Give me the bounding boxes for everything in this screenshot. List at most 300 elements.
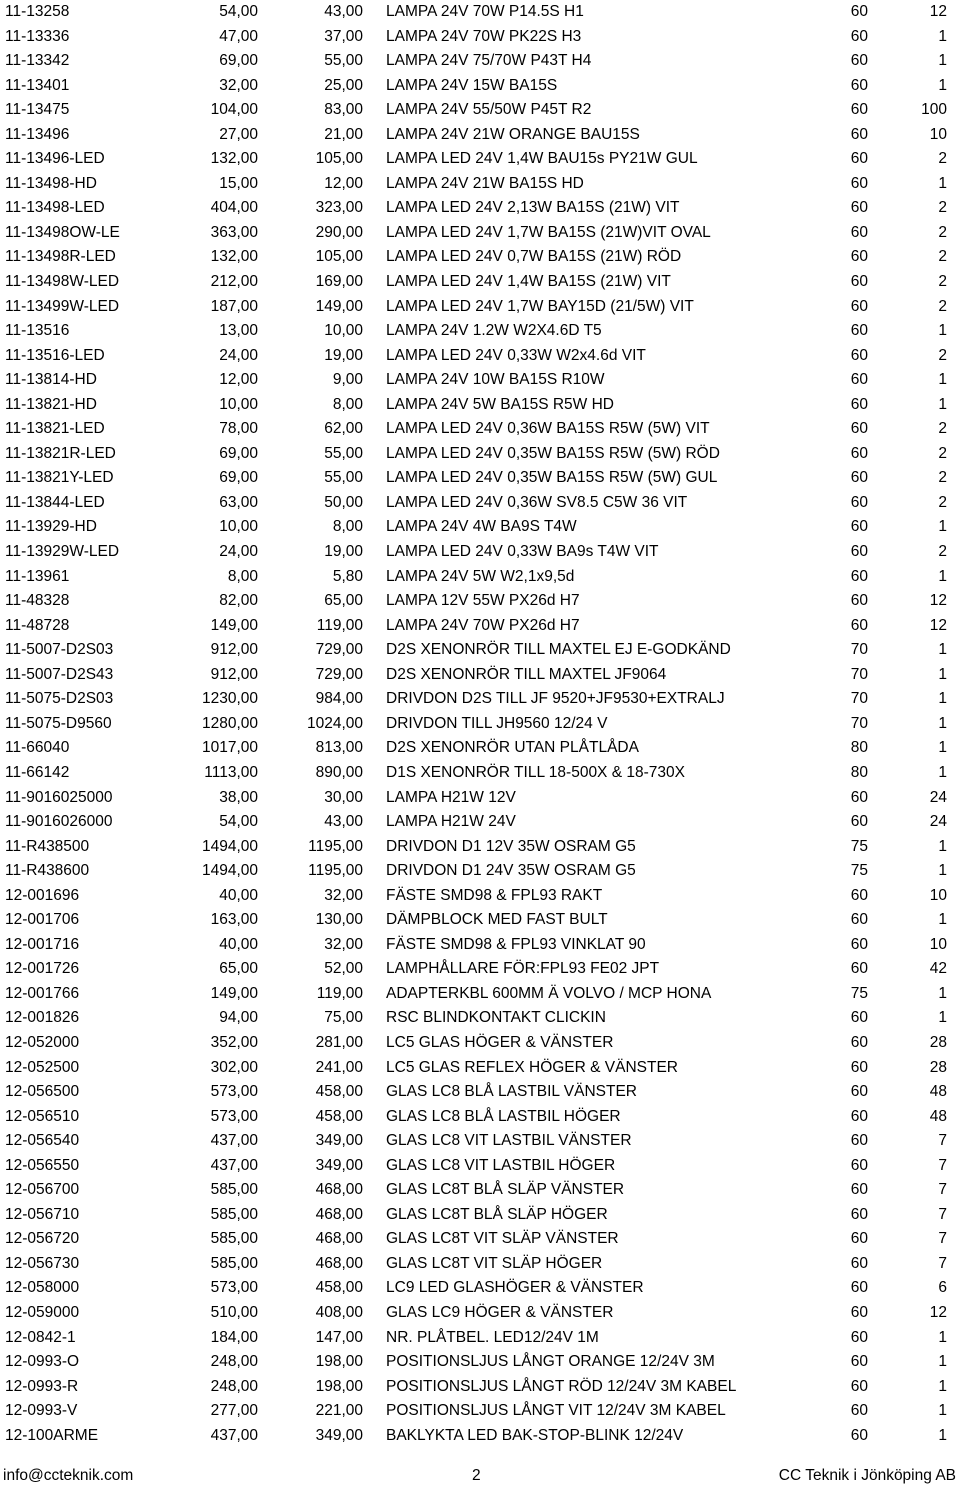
quantity-1: 70 — [850, 690, 868, 708]
article-number: 11-9016026000 — [5, 813, 113, 831]
description: LAMPHÅLLARE FÖR:FPL93 FE02 JPT — [386, 960, 660, 978]
price-2: 468,00 — [315, 1205, 363, 1223]
table-row — [0, 515, 960, 540]
table-row — [0, 1301, 960, 1326]
article-number: 11-13929W-LED — [5, 543, 120, 561]
table-row — [0, 859, 960, 884]
price-2: 323,00 — [315, 199, 363, 217]
description: LAMPA 24V 15W BA15S — [386, 76, 558, 94]
price-2: 119,00 — [316, 984, 363, 1002]
quantity-2: 7 — [938, 1230, 947, 1248]
table-row — [0, 1252, 960, 1277]
table-row — [0, 565, 960, 590]
quantity-2: 1 — [938, 665, 947, 683]
article-number: 11-13258 — [5, 3, 70, 20]
price-1: 132,00 — [210, 150, 258, 168]
table-row — [0, 49, 960, 74]
description: LAMPA LED 24V 1,7W BAY15D (21/5W) VIT — [386, 297, 694, 315]
quantity-1: 60 — [850, 788, 868, 806]
quantity-1: 60 — [850, 101, 868, 119]
description: LAMPA 24V 55/50W P45T R2 — [386, 101, 592, 119]
price-1: 69,00 — [219, 469, 258, 487]
price-1: 94,00 — [219, 1009, 258, 1027]
price-2: 149,00 — [315, 297, 363, 315]
price-1: 1230,00 — [201, 690, 258, 708]
description: LAMPA LED 24V 0,35W BA15S R5W (5W) RÖD — [386, 444, 720, 462]
article-number: 11-5075-D2S03 — [5, 690, 114, 708]
quantity-1: 60 — [850, 1328, 868, 1346]
quantity-1: 75 — [850, 984, 868, 1002]
description: LAMPA 24V 21W BA15S HD — [386, 174, 584, 192]
price-1: 65,00 — [219, 960, 258, 978]
price-2: 65,00 — [324, 592, 363, 610]
table-row — [0, 1031, 960, 1056]
article-number: 11-13821R-LED — [5, 444, 116, 462]
article-number: 12-001726 — [5, 960, 80, 978]
table-row — [0, 393, 960, 418]
table-row — [0, 491, 960, 516]
quantity-2: 2 — [938, 150, 947, 168]
quantity-1: 60 — [850, 1107, 868, 1125]
price-2: 198,00 — [315, 1353, 363, 1371]
price-1: 163,00 — [210, 911, 258, 929]
description: LAMPA 24V 4W BA9S T4W — [386, 518, 577, 536]
description: LAMPA 24V 10W BA15S R10W — [386, 371, 605, 389]
table-row — [0, 1203, 960, 1228]
price-1: 38,00 — [219, 788, 258, 806]
quantity-2: 7 — [938, 1132, 947, 1150]
quantity-1: 60 — [850, 223, 868, 241]
description: GLAS LC8 VIT LASTBIL VÄNSTER — [386, 1132, 632, 1150]
table-row — [0, 1105, 960, 1130]
price-2: 62,00 — [324, 420, 363, 438]
description: D2S XENONRÖR TILL MAXTEL JF9064 — [386, 665, 667, 683]
article-number: 11-13401 — [5, 76, 70, 94]
article-number: 12-001826 — [5, 1009, 80, 1027]
price-1: 15,00 — [219, 174, 258, 192]
quantity-1: 60 — [850, 420, 868, 438]
price-1: 1017,00 — [201, 739, 258, 757]
quantity-1: 60 — [850, 567, 868, 585]
description: LAMPA 24V 21W ORANGE BAU15S — [386, 125, 640, 143]
footer-email: info@ccteknik.com — [3, 1467, 134, 1484]
description: LAMPA LED 24V 0,36W SV8.5 C5W 36 VIT — [386, 493, 688, 511]
price-1: 437,00 — [210, 1132, 258, 1150]
quantity-2: 1 — [938, 1426, 947, 1444]
quantity-2: 1 — [938, 714, 947, 732]
price-1: 302,00 — [210, 1058, 258, 1076]
quantity-1: 70 — [850, 714, 868, 732]
price-1: 12,00 — [219, 371, 258, 389]
quantity-1: 60 — [850, 960, 868, 978]
quantity-2: 1 — [938, 1402, 947, 1420]
quantity-2: 1 — [938, 984, 947, 1002]
description: RSC BLINDKONTAKT CLICKIN — [386, 1009, 606, 1027]
article-number: 12-056510 — [5, 1107, 80, 1125]
quantity-1: 60 — [850, 1156, 868, 1174]
article-number: 12-056730 — [5, 1254, 80, 1272]
quantity-2: 24 — [929, 788, 947, 806]
price-2: 130,00 — [315, 911, 363, 929]
price-1: 13,00 — [219, 322, 258, 340]
table-row — [0, 172, 960, 197]
table-row — [0, 712, 960, 737]
description: LAMPA 12V 55W PX26d H7 — [386, 592, 580, 610]
price-2: 1195,00 — [308, 862, 363, 880]
quantity-2: 100 — [921, 101, 947, 119]
quantity-2: 1 — [938, 371, 947, 389]
quantity-1: 60 — [850, 911, 868, 929]
quantity-1: 60 — [850, 3, 868, 20]
article-number: 11-13498OW-LE — [5, 223, 120, 241]
quantity-1: 60 — [850, 199, 868, 217]
table-row — [0, 1350, 960, 1375]
article-number: 12-001706 — [5, 911, 80, 929]
table-row — [0, 663, 960, 688]
quantity-2: 2 — [938, 493, 947, 511]
price-1: 912,00 — [210, 641, 258, 659]
table-row — [0, 736, 960, 761]
article-number: 12-056700 — [5, 1181, 80, 1199]
price-1: 63,00 — [219, 493, 258, 511]
price-2: 21,00 — [324, 125, 363, 143]
quantity-2: 2 — [938, 223, 947, 241]
quantity-2: 2 — [938, 543, 947, 561]
price-2: 241,00 — [315, 1058, 363, 1076]
price-2: 12,00 — [324, 174, 363, 192]
quantity-1: 60 — [850, 76, 868, 94]
description: NR. PLÅTBEL. LED12/24V 1M — [386, 1328, 599, 1346]
article-number: 12-001766 — [5, 984, 80, 1002]
table-row — [0, 0, 960, 25]
price-2: 890,00 — [315, 763, 363, 781]
description: FÄSTE SMD98 & FPL93 VINKLAT 90 — [386, 935, 646, 953]
price-1: 1494,00 — [201, 837, 258, 855]
table-row — [0, 1056, 960, 1081]
quantity-1: 80 — [850, 739, 868, 757]
price-2: 37,00 — [324, 27, 363, 45]
article-number: 11-13498-HD — [5, 174, 97, 192]
price-2: 198,00 — [315, 1377, 363, 1395]
description: POSITIONSLJUS LÅNGT ORANGE 12/24V 3M — [386, 1353, 715, 1371]
table-row — [0, 687, 960, 712]
description: GLAS LC8T VIT SLÄP HÖGER — [386, 1254, 603, 1272]
description: LAMPA 24V 70W PK22S H3 — [386, 27, 582, 45]
quantity-1: 60 — [850, 935, 868, 953]
quantity-2: 1 — [938, 395, 947, 413]
quantity-2: 2 — [938, 273, 947, 291]
quantity-1: 60 — [850, 322, 868, 340]
quantity-1: 60 — [850, 52, 868, 70]
quantity-2: 1 — [938, 1328, 947, 1346]
price-2: 32,00 — [324, 935, 363, 953]
description: LAMPA LED 24V 0,33W W2x4.6d VIT — [386, 346, 646, 364]
quantity-1: 60 — [850, 1083, 868, 1101]
quantity-1: 60 — [850, 346, 868, 364]
quantity-1: 60 — [850, 1230, 868, 1248]
article-number: 12-056500 — [5, 1083, 80, 1101]
table-row — [0, 638, 960, 663]
price-1: 54,00 — [219, 3, 258, 20]
article-number: 11-66142 — [5, 763, 70, 781]
price-1: 187,00 — [210, 297, 258, 315]
price-1: 437,00 — [210, 1426, 258, 1444]
quantity-1: 60 — [850, 27, 868, 45]
price-2: 8,00 — [332, 395, 363, 413]
article-number: 11-13516-LED — [5, 346, 105, 364]
price-2: 43,00 — [324, 3, 363, 20]
quantity-2: 1 — [938, 911, 947, 929]
quantity-2: 28 — [929, 1058, 947, 1076]
price-1: 573,00 — [210, 1083, 258, 1101]
article-number: 11-5075-D9560 — [5, 714, 112, 732]
description: DRIVDON TILL JH9560 12/24 V — [386, 714, 608, 732]
quantity-1: 60 — [850, 886, 868, 904]
description: LC5 GLAS REFLEX HÖGER & VÄNSTER — [386, 1058, 679, 1076]
description: FÄSTE SMD98 & FPL93 RAKT — [386, 886, 603, 904]
quantity-1: 60 — [850, 444, 868, 462]
table-row — [0, 884, 960, 909]
price-2: 349,00 — [315, 1426, 363, 1444]
article-number: 11-13342 — [5, 52, 70, 70]
quantity-1: 60 — [850, 1058, 868, 1076]
table-row — [0, 417, 960, 442]
quantity-1: 75 — [850, 837, 868, 855]
quantity-2: 12 — [929, 592, 947, 610]
article-number: 11-48328 — [5, 592, 70, 610]
quantity-2: 10 — [929, 935, 947, 953]
price-2: 105,00 — [315, 248, 363, 266]
quantity-1: 60 — [850, 592, 868, 610]
price-1: 184,00 — [210, 1328, 258, 1346]
table-row — [0, 196, 960, 221]
description: GLAS LC8 VIT LASTBIL HÖGER — [386, 1156, 616, 1174]
table-row — [0, 1399, 960, 1424]
price-1: 248,00 — [210, 1377, 258, 1395]
table-row — [0, 982, 960, 1007]
quantity-2: 1 — [938, 27, 947, 45]
description: LAMPA LED 24V 1,4W BAU15s PY21W GUL — [386, 150, 698, 168]
quantity-1: 60 — [850, 1254, 868, 1272]
article-number: 11-9016025000 — [5, 788, 113, 806]
price-2: 729,00 — [315, 665, 363, 683]
price-2: 147,00 — [315, 1328, 363, 1346]
article-number: 11-5007-D2S43 — [5, 665, 114, 683]
description: D2S XENONRÖR TILL MAXTEL EJ E-GODKÄND — [386, 641, 731, 659]
price-1: 437,00 — [210, 1156, 258, 1174]
price-1: 10,00 — [219, 518, 258, 536]
article-number: 11-5007-D2S03 — [5, 641, 114, 659]
article-number: 11-13498R-LED — [5, 248, 116, 266]
table-row — [0, 221, 960, 246]
price-2: 468,00 — [315, 1181, 363, 1199]
price-2: 52,00 — [324, 960, 363, 978]
quantity-2: 2 — [938, 248, 947, 266]
article-number: 11-13475 — [5, 101, 70, 119]
price-2: 813,00 — [315, 739, 363, 757]
article-number: 11-48728 — [5, 616, 70, 634]
quantity-1: 60 — [850, 813, 868, 831]
price-1: 32,00 — [219, 76, 258, 94]
price-1: 1280,00 — [201, 714, 258, 732]
quantity-1: 60 — [850, 174, 868, 192]
description: GLAS LC8 BLÅ LASTBIL VÄNSTER — [386, 1083, 637, 1101]
description: LAMPA LED 24V 0,35W BA15S R5W (5W) GUL — [386, 469, 718, 487]
article-number: 11-66040 — [5, 739, 70, 757]
article-number: 11-R438500 — [5, 837, 90, 855]
description: LAMPA LED 24V 0,33W BA9s T4W VIT — [386, 543, 659, 561]
quantity-1: 75 — [850, 862, 868, 880]
price-2: 55,00 — [324, 469, 363, 487]
price-1: 352,00 — [210, 1033, 258, 1051]
article-number: 11-13496 — [5, 125, 70, 143]
article-number: 11-13496-LED — [5, 150, 105, 168]
quantity-1: 60 — [850, 1303, 868, 1321]
article-number: 11-13821Y-LED — [5, 469, 114, 487]
price-1: 510,00 — [210, 1303, 258, 1321]
price-1: 404,00 — [210, 199, 258, 217]
table-row — [0, 908, 960, 933]
price-1: 82,00 — [219, 592, 258, 610]
price-2: 43,00 — [324, 813, 363, 831]
article-number: 11-13336 — [5, 27, 70, 45]
article-number: 11-13498-LED — [5, 199, 105, 217]
description: LAMPA 24V 75/70W P43T H4 — [386, 52, 592, 70]
table-row — [0, 270, 960, 295]
price-1: 1494,00 — [201, 862, 258, 880]
description: GLAS LC8T BLÅ SLÄP HÖGER — [386, 1205, 608, 1223]
table-row — [0, 835, 960, 860]
quantity-2: 12 — [929, 616, 947, 634]
article-number: 11-13961 — [5, 567, 70, 585]
quantity-1: 60 — [850, 150, 868, 168]
quantity-1: 60 — [850, 1009, 868, 1027]
quantity-2: 1 — [938, 52, 947, 70]
table-row — [0, 98, 960, 123]
article-number: 11-13498W-LED — [5, 273, 120, 291]
price-1: 132,00 — [210, 248, 258, 266]
article-number: 12-0993-R — [5, 1377, 79, 1395]
price-2: 55,00 — [324, 52, 363, 70]
quantity-2: 24 — [929, 813, 947, 831]
description: ADAPTERKBL 600MM Ä VOLVO / MCP HONA — [386, 984, 712, 1002]
quantity-1: 60 — [850, 493, 868, 511]
description: LAMPA 24V 5W BA15S R5W HD — [386, 395, 614, 413]
table-row — [0, 74, 960, 99]
quantity-2: 1 — [938, 76, 947, 94]
quantity-2: 2 — [938, 346, 947, 364]
quantity-2: 2 — [938, 297, 947, 315]
table-row — [0, 147, 960, 172]
quantity-2: 1 — [938, 1009, 947, 1027]
description: LAMPA LED 24V 1,7W BA15S (21W)VIT OVAL — [386, 223, 711, 241]
quantity-2: 10 — [929, 886, 947, 904]
price-1: 47,00 — [219, 27, 258, 45]
price-2: 458,00 — [315, 1107, 363, 1125]
table-row — [0, 786, 960, 811]
price-1: 212,00 — [210, 273, 258, 291]
article-number: 12-058000 — [5, 1279, 80, 1297]
article-number: 12-056540 — [5, 1132, 80, 1150]
article-number: 11-R438600 — [5, 862, 90, 880]
description: LAMPA 24V 70W P14.5S H1 — [386, 3, 584, 20]
description: LAMPA 24V 70W PX26d H7 — [386, 616, 580, 634]
quantity-1: 60 — [850, 1353, 868, 1371]
description: DRIVDON D1 12V 35W OSRAM G5 — [386, 837, 636, 855]
price-2: 290,00 — [315, 223, 363, 241]
table-row — [0, 1080, 960, 1105]
description: LC9 LED GLASHÖGER & VÄNSTER — [386, 1279, 644, 1297]
price-2: 9,00 — [332, 371, 363, 389]
quantity-2: 10 — [929, 125, 947, 143]
article-number: 11-13821-HD — [5, 395, 97, 413]
quantity-2: 48 — [929, 1083, 947, 1101]
price-1: 24,00 — [219, 543, 258, 561]
table-row — [0, 295, 960, 320]
table-row — [0, 123, 960, 148]
article-number: 12-001696 — [5, 886, 80, 904]
quantity-2: 48 — [929, 1107, 947, 1125]
table-row — [0, 344, 960, 369]
price-2: 729,00 — [315, 641, 363, 659]
price-1: 27,00 — [219, 125, 258, 143]
price-2: 10,00 — [324, 322, 363, 340]
price-2: 458,00 — [315, 1279, 363, 1297]
description: D1S XENONRÖR TILL 18-500X & 18-730X — [386, 763, 685, 781]
article-number: 12-056710 — [5, 1205, 80, 1223]
quantity-2: 28 — [929, 1033, 947, 1051]
price-2: 1195,00 — [308, 837, 363, 855]
quantity-2: 7 — [938, 1156, 947, 1174]
quantity-2: 1 — [938, 174, 947, 192]
price-1: 104,00 — [210, 101, 258, 119]
quantity-2: 1 — [938, 322, 947, 340]
description: LAMPA H21W 12V — [386, 788, 516, 806]
article-number: 12-0842-1 — [5, 1328, 76, 1346]
price-1: 69,00 — [219, 52, 258, 70]
article-number: 12-059000 — [5, 1303, 80, 1321]
price-2: 105,00 — [315, 150, 363, 168]
quantity-2: 1 — [938, 763, 947, 781]
description: LAMPA H21W 24V — [386, 813, 516, 831]
description: DRIVDON D2S TILL JF 9520+JF9530+EXTRALJ — [386, 690, 725, 708]
quantity-2: 1 — [938, 641, 947, 659]
footer-company: CC Teknik i Jönköping AB — [778, 1467, 956, 1484]
article-number: 12-0993-V — [5, 1402, 78, 1420]
quantity-1: 60 — [850, 1181, 868, 1199]
price-2: 408,00 — [315, 1303, 363, 1321]
description: DÄMPBLOCK MED FAST BULT — [386, 911, 608, 929]
table-row — [0, 957, 960, 982]
quantity-2: 7 — [938, 1254, 947, 1272]
price-1: 40,00 — [219, 935, 258, 953]
article-number: 11-13499W-LED — [5, 297, 120, 315]
price-2: 468,00 — [315, 1254, 363, 1272]
quantity-1: 60 — [850, 1426, 868, 1444]
price-1: 573,00 — [210, 1107, 258, 1125]
price-2: 5,80 — [332, 567, 363, 585]
price-2: 458,00 — [315, 1083, 363, 1101]
description: GLAS LC8T VIT SLÄP VÄNSTER — [386, 1230, 619, 1248]
quantity-2: 2 — [938, 420, 947, 438]
description: D2S XENONRÖR UTAN PLÅTLÅDA — [386, 739, 639, 757]
price-1: 585,00 — [210, 1205, 258, 1223]
quantity-1: 60 — [850, 1377, 868, 1395]
description: DRIVDON D1 24V 35W OSRAM G5 — [386, 862, 636, 880]
quantity-2: 1 — [938, 1353, 947, 1371]
price-2: 349,00 — [315, 1156, 363, 1174]
table-row — [0, 1375, 960, 1400]
